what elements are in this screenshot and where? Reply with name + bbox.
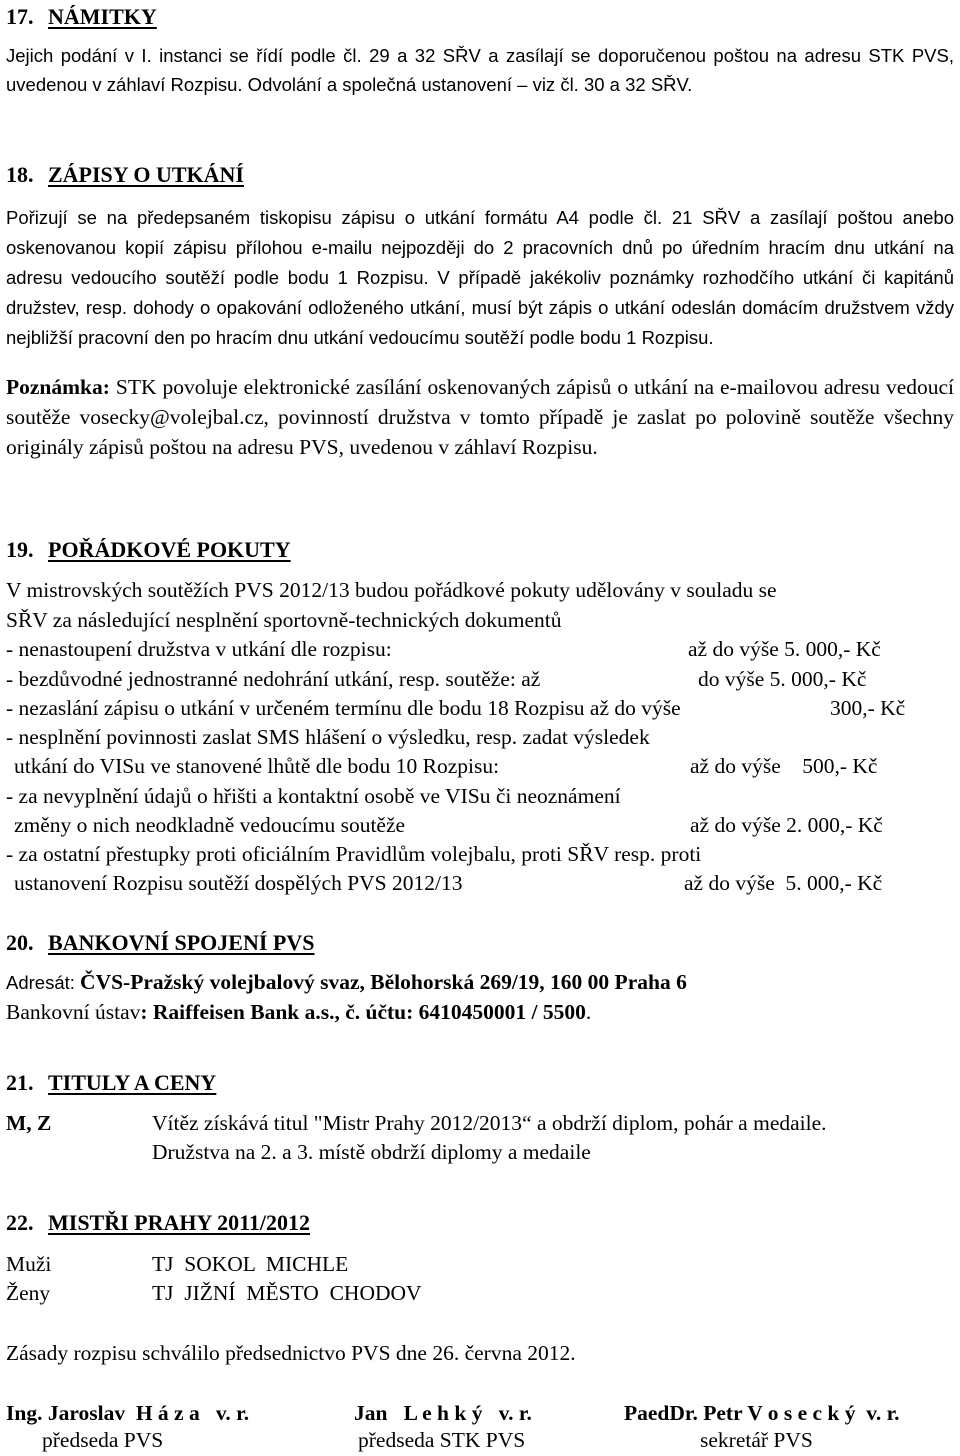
section-number: 22. <box>6 1210 34 1235</box>
penalty-row <box>14 810 405 840</box>
section-number: 20. <box>6 930 34 955</box>
section-title: POŘÁDKOVÉ POKUTY <box>48 537 291 562</box>
penalty-row <box>6 839 701 869</box>
penalty-row <box>6 693 681 723</box>
signature-role: sekretář PVS <box>700 1428 813 1452</box>
addressee-label: Adresát: <box>6 972 81 993</box>
penalty-text: - nesplnění povinnosti zaslat SMS hlášení o výsledku, resp. zadat výsledek <box>6 725 650 749</box>
section-title: MISTŘI PRAHY 2011/2012 <box>48 1210 310 1235</box>
penalty-row <box>6 664 540 694</box>
champion-category: Ženy <box>6 1281 51 1305</box>
bank-end: . <box>585 1000 592 1024</box>
signature-name: PaedDr. Petr V o s e c k ý v. r. <box>624 1401 900 1425</box>
champion-category: Muži <box>6 1252 52 1276</box>
section-number: 21. <box>6 1070 34 1095</box>
section-title: TITULY A CENY <box>48 1070 217 1095</box>
signature-role: předseda STK PVS <box>358 1428 526 1452</box>
titles-line-2: Družstva na 2. a 3. místě obdrží diplomy a medaile <box>152 1140 591 1164</box>
signature-name: Jan L e h k ý v. r. <box>354 1401 532 1425</box>
bank-label: Bankovní ústav <box>6 1000 141 1024</box>
addressee-value: ČVS-Pražský volejbalový svaz, Bělohorská 269/19, 160 00 Praha 6 <box>80 970 687 994</box>
champion-team: TJ JIŽNÍ MĚSTO CHODOV <box>152 1281 422 1305</box>
titles-line-1: Vítěz získává titul "Mistr Prahy 2012/2013“ a obdrží diplom, pohár a medaile. <box>152 1111 827 1135</box>
signature-name: Ing. Jaroslav H á z a v. r. <box>6 1401 250 1425</box>
section-20-heading <box>6 928 314 958</box>
section-18-text: Pořizují se na předepsaném tiskopisu zápisu o utkání formátu A4 podle čl. 21 SŘV a zasílají poštou anebo oskenovanou kopií zápisu přílohou e-mailu nejpozději do 2 pracovních dnů po úředním hracím dnu utkání na adresu vedoucího soutěží podle bodu 1 Rozpisu. V případě jakékoliv poznámky rozhodčího utkání či kapitánů družstev, resp. dohody o opakování odloženého utkání, musí být zápis o utkání odeslán domácím družstvem vždy nejbližší pracovní den po hracím dnu utkání vedoucímu soutěží podle bodu 1 Rozpisu. <box>6 207 954 348</box>
penalty-limit: až do výše 5. 000,- Kč <box>688 637 881 661</box>
penalty-row <box>6 781 621 811</box>
section-title: NÁMITKY <box>48 4 157 29</box>
penalty-text: - nenastoupení družstva v utkání dle rozpisu: <box>6 637 392 661</box>
penalty-text: - za ostatní přestupky proti oficiálním Pravidlům volejbalu, proti SŘV resp. proti <box>6 842 702 866</box>
section-number: 17. <box>6 4 34 29</box>
penalty-row <box>6 634 392 664</box>
section-18-note <box>6 372 954 462</box>
section-title: ZÁPISY O UTKÁNÍ <box>48 162 244 187</box>
section-19-intro-line-2: SŘV za následující nesplnění sportovně-technických dokumentů <box>6 608 562 632</box>
note-text: STK povoluje elektronické zasílání oskenovaných zápisů o utkání na e-mailovou adresu vedoucí soutěže vosecky@volejbal.cz, povinností družstva v tomto případě je zaslat po polovině soutěže všechny originály zápisů poštou na adresu PVS, uvedenou v záhlaví Rozpisu. <box>6 375 954 459</box>
penalty-row <box>14 751 499 781</box>
penalty-limit: až do výše 5. 000,- Kč <box>684 871 883 895</box>
titles-category: M, Z <box>6 1111 52 1135</box>
penalty-limit: 300,- Kč <box>830 696 906 720</box>
penalty-text: - bezdůvodné jednostranné nedohrání utkání, resp. soutěže: až <box>6 667 541 691</box>
penalty-text: ustanovení Rozpisu soutěží dospělých PVS 2012/13 <box>14 871 463 895</box>
penalty-limit: do výše 5. 000,- Kč <box>698 667 867 691</box>
bank-addressee <box>6 967 687 998</box>
penalty-limit: až do výše 500,- Kč <box>690 754 878 778</box>
champion-team: TJ SOKOL MICHLE <box>152 1252 349 1276</box>
section-title: BANKOVNÍ SPOJENÍ PVS <box>48 930 315 955</box>
section-19-heading <box>6 535 291 565</box>
section-17-text: Jejich podání v I. instanci se řídí podle čl. 29 a 32 SŘV a zasílají se doporučenou poštou na adresu STK PVS, uvedenou v záhlaví Rozpisu. Odvolání a společná ustanovení – viz čl. 30 a 32 SŘV. <box>6 45 954 95</box>
signature-role: předseda PVS <box>42 1428 164 1452</box>
section-17-heading <box>6 2 157 32</box>
penalty-row <box>6 722 650 752</box>
approval-statement: Zásady rozpisu schválilo předsednictvo PVS dne 26. června 2012. <box>6 1341 576 1365</box>
penalty-text: - nezaslání zápisu o utkání v určeném termínu dle bodu 18 Rozpisu až do výše <box>6 696 681 720</box>
section-21-heading <box>6 1068 216 1098</box>
section-22-heading <box>6 1208 310 1238</box>
bank-account <box>6 997 591 1027</box>
penalty-row <box>14 868 463 898</box>
penalty-text: - za nevyplnění údajů o hřišti a kontaktní osobě ve VISu či neoznámení <box>6 784 621 808</box>
section-18-heading <box>6 160 244 190</box>
section-number: 18. <box>6 162 34 187</box>
penalty-text: utkání do VISu ve stanovené lhůtě dle bodu 10 Rozpisu: <box>14 754 500 778</box>
section-19-intro-line-1: V mistrovských soutěžích PVS 2012/13 budou pořádkové pokuty udělovány v souladu se <box>6 578 777 602</box>
bank-value: : Raiffeisen Bank a.s., č. účtu: 6410450001 / 5500 <box>140 1000 586 1024</box>
penalty-limit: až do výše 2. 000,- Kč <box>690 813 883 837</box>
penalty-text: změny o nich neodkladně vedoucímu soutěže <box>14 813 406 837</box>
note-label: Poznámka: <box>6 375 110 399</box>
section-number: 19. <box>6 537 34 562</box>
